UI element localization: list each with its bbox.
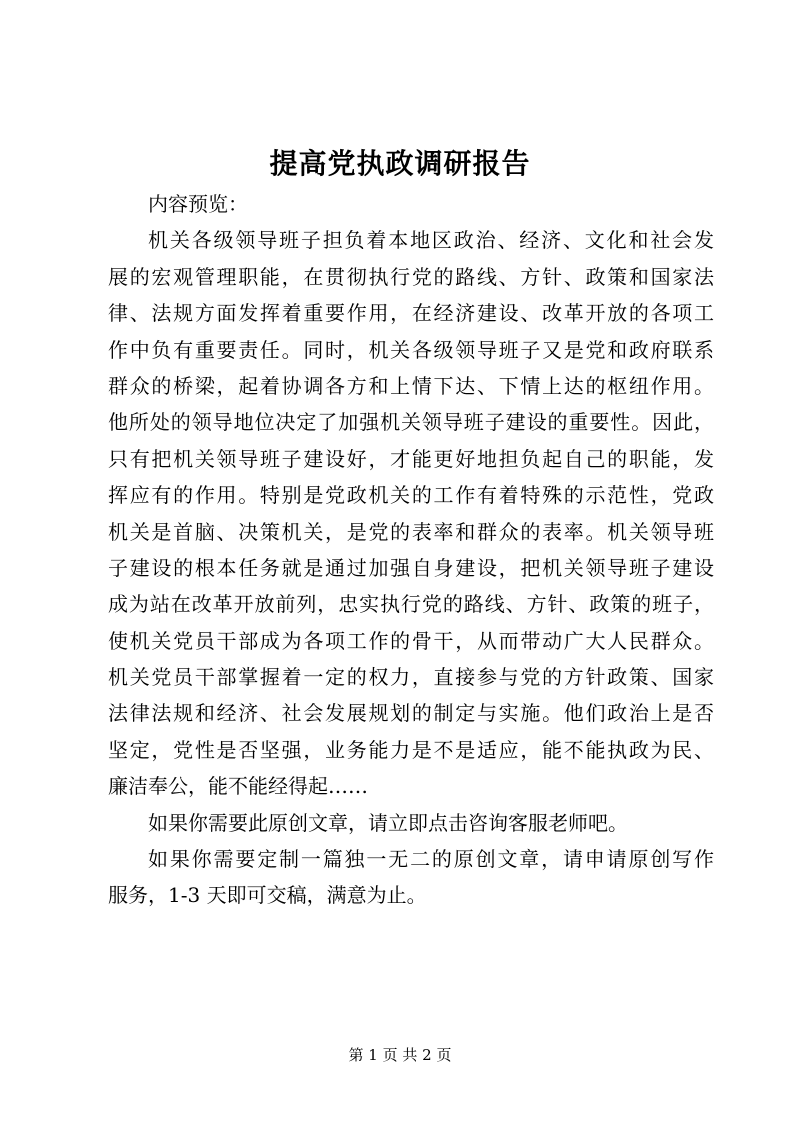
body-line: 作中负有重要责任。同时，机关各级领导班子又是党和政府联系 bbox=[108, 337, 714, 362]
body-line: 机关各级领导班子担负着本地区政治、经济、文化和社会发 bbox=[148, 228, 714, 253]
body-line: 展的宏观管理职能，在贯彻执行党的路线、方针、政策和国家法 bbox=[108, 264, 714, 289]
body-line: 成为站在改革开放前列，忠实执行党的路线、方针、政策的班子， bbox=[108, 592, 714, 617]
document-title: 提高党执政调研报告 bbox=[269, 147, 531, 180]
body-line: 廉洁奉公，能不能经得起…… bbox=[108, 774, 368, 799]
body-line: 他所处的领导地位决定了加强机关领导班子建设的重要性。因此， bbox=[108, 410, 714, 435]
preview-label: 内容预览： bbox=[148, 192, 248, 216]
custom-line: 如果你需要定制一篇独一无二的原创文章，请申请原创写作 bbox=[148, 847, 714, 872]
custom-line: 服务，1-3 天即可交稿，满意为止。 bbox=[108, 883, 427, 908]
body-line: 机关党员干部掌握着一定的权力，直接参与党的方针政策、国家 bbox=[108, 665, 714, 690]
body-line: 机关是首脑、决策机关，是党的表率和群众的表率。机关领导班 bbox=[108, 519, 714, 544]
body-line: 子建设的根本任务就是通过加强自身建设，把机关领导班子建设 bbox=[108, 555, 714, 580]
body-line: 律、法规方面发挥着重要作用，在经济建设、改革开放的各项工 bbox=[108, 301, 714, 326]
body-line: 群众的桥梁，起着协调各方和上情下达、下情上达的枢纽作用。 bbox=[108, 373, 714, 398]
contact-line: 如果你需要此原创文章，请立即点击咨询客服老师吧。 bbox=[148, 810, 628, 835]
document-body bbox=[108, 186, 714, 914]
page-footer: 第 1 页 共 2 页 bbox=[348, 1046, 452, 1064]
body-line: 挥应有的作用。特别是党政机关的工作有着特殊的示范性，党政 bbox=[108, 483, 714, 508]
body-line: 坚定，党性是否坚强，业务能力是不是适应，能不能执政为民、 bbox=[108, 737, 714, 762]
body-line: 使机关党员干部成为各项工作的骨干，从而带动广大人民群众。 bbox=[108, 628, 714, 653]
body-line: 只有把机关领导班子建设好，才能更好地担负起自己的职能，发 bbox=[108, 446, 714, 471]
body-line: 法律法规和经济、社会发展规划的制定与实施。他们政治上是否 bbox=[108, 701, 714, 726]
